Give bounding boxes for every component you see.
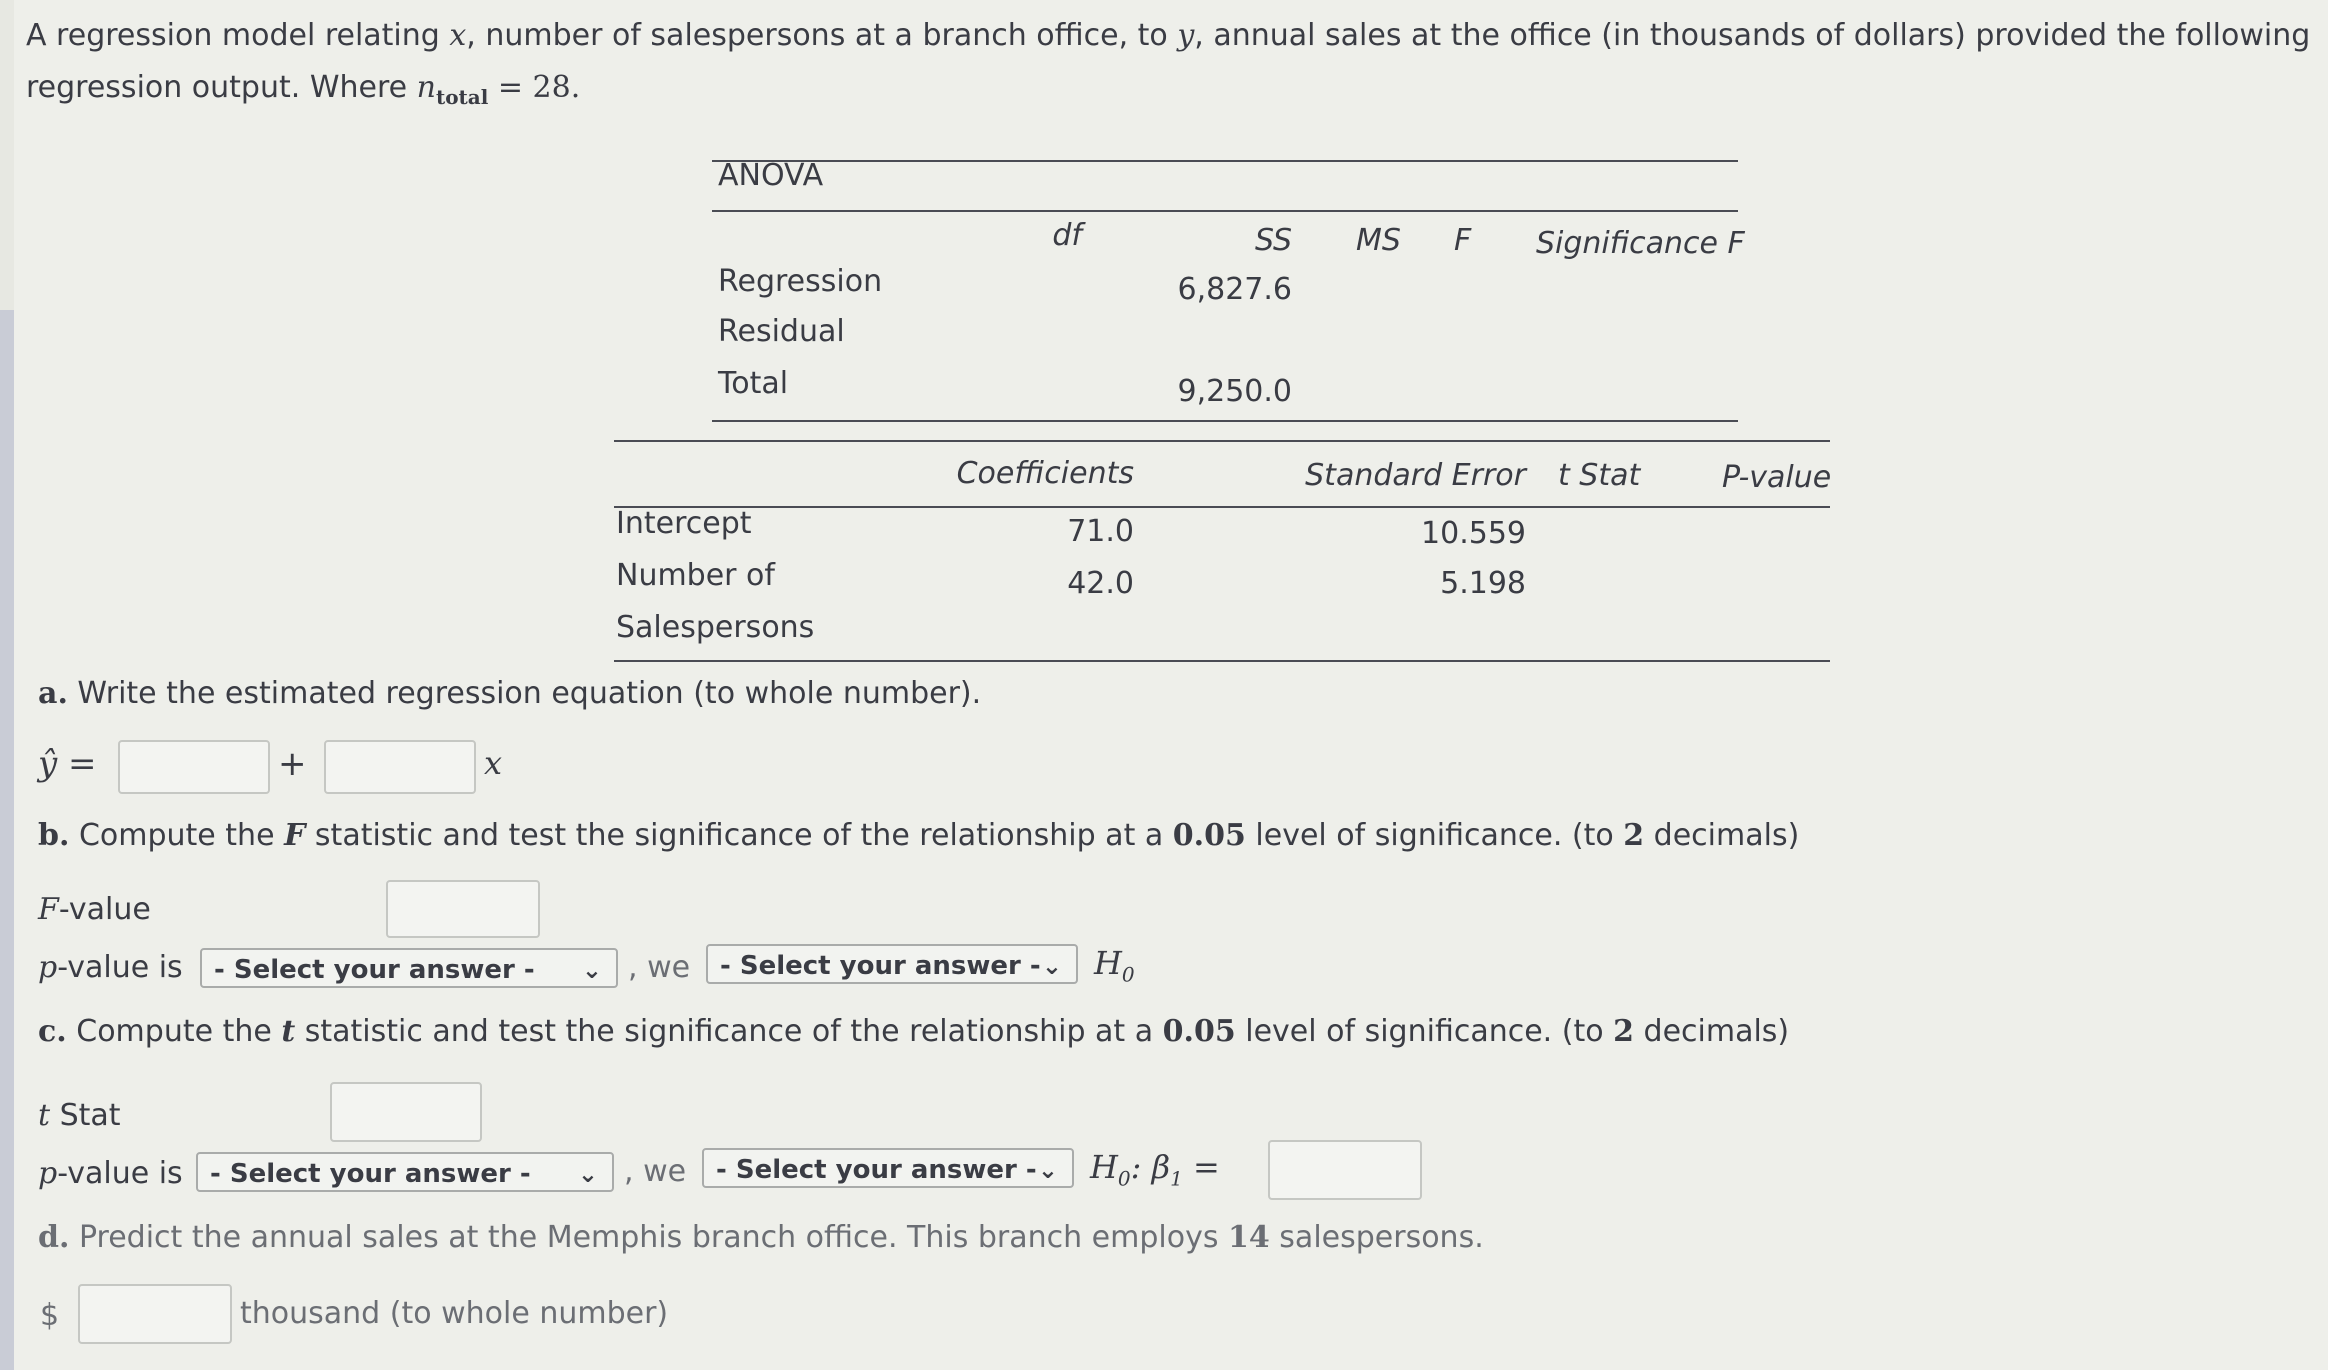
coef-row-intercept-se: 10.559 — [1421, 516, 1526, 551]
yhat-label: ŷ = — [38, 744, 97, 784]
chevron-down-icon: ⌄ — [1037, 1156, 1058, 1184]
predicted-sales-input[interactable] — [78, 1284, 232, 1344]
anova-header-df: df — [1052, 218, 1082, 253]
coef-bottom-rule — [614, 660, 1830, 662]
t-stat-label: t Stat — [38, 1098, 121, 1133]
anova-header-rule — [712, 210, 1738, 212]
anova-row-total-ss: 9,250.0 — [1177, 374, 1292, 409]
part-b-p-value-label: p-value is — [38, 950, 183, 985]
anova-header-f: F — [1454, 223, 1472, 258]
coef-header-rule — [614, 506, 1830, 508]
intercept-input[interactable] — [118, 740, 270, 794]
anova-title: ANOVA — [718, 158, 824, 193]
anova-header-ms: MS — [1356, 223, 1401, 258]
coef-row-intercept-label: Intercept — [616, 506, 752, 541]
coef-top-rule — [614, 440, 1830, 442]
question-intro — [26, 10, 2316, 123]
x-variable: x — [449, 18, 467, 53]
anova-row-regression-label: Regression — [718, 264, 883, 299]
part-a-prompt: a. Write the estimated regression equation (to whole number). — [38, 676, 982, 711]
anova-header-ss: SS — [1254, 223, 1292, 258]
part-b-h0-label: $H_0$ — [1094, 944, 1135, 987]
coef-row-salespersons-coef: 42.0 — [1067, 566, 1134, 601]
predicted-sales-unit: thousand (to whole number) — [240, 1296, 669, 1331]
part-c-p-value-select[interactable]: - Select your answer - ⌄ — [196, 1152, 614, 1192]
page-left-edge — [0, 310, 14, 1370]
y-variable: y — [1177, 18, 1195, 53]
part-c-p-value-label: p-value is — [38, 1156, 183, 1191]
chevron-down-icon: ⌄ — [581, 956, 602, 984]
part-c-we-label: , we — [624, 1154, 687, 1189]
part-b-prompt: b. Compute the F statistic and test the significance of the relationship at a 0.05 level of significance. (to 2 decimals) — [38, 818, 1800, 853]
coef-row-intercept-coef: 71.0 — [1067, 514, 1134, 549]
coef-header-coefficients: Coefficients — [956, 456, 1134, 491]
part-c-h0-label: $H_0$: $\beta_1$ = — [1090, 1148, 1220, 1191]
coef-row-salespersons-label-2: Salespersons — [616, 610, 815, 645]
currency-symbol: $ — [40, 1298, 60, 1333]
part-c-prompt: c. Compute the t statistic and test the significance of the relationship at a 0.05 level of significance. (to 2 decimals) — [38, 1014, 1790, 1049]
intro-line-2: regression output. Where $n_{total} = 28$. — [26, 70, 581, 109]
part-b-p-value-select[interactable]: - Select your answer - ⌄ — [200, 948, 618, 988]
x-symbol: x — [484, 744, 503, 782]
anova-bottom-rule — [712, 420, 1738, 422]
chevron-down-icon: ⌄ — [1041, 952, 1062, 980]
anova-row-regression-ss: 6,827.6 — [1177, 272, 1292, 307]
part-b-we-label: , we — [628, 950, 691, 985]
intro-line-1: A regression model relating x, number of salespersons at a branch office, to y, annual sales at the office (in thousands of dollars) provided the following — [26, 18, 2311, 53]
plus-sign: + — [278, 744, 307, 784]
part-b-decision-select[interactable]: - Select your answer - ⌄ — [706, 944, 1078, 984]
beta-value-input[interactable] — [1268, 1140, 1422, 1200]
coef-row-salespersons-label: Number of — [616, 558, 775, 593]
coef-row-salespersons-se: 5.198 — [1440, 566, 1526, 601]
part-c-decision-select[interactable]: - Select your answer - ⌄ — [702, 1148, 1074, 1188]
f-value-label: F-value — [38, 892, 151, 927]
t-stat-input[interactable] — [330, 1082, 482, 1142]
coef-header-standard-error: Standard Error — [1305, 458, 1526, 493]
f-value-input[interactable] — [386, 880, 540, 938]
coef-header-p-value: P-value — [1722, 460, 1832, 495]
anova-top-rule — [712, 160, 1738, 162]
anova-row-total-label: Total — [718, 366, 789, 401]
anova-row-residual-label: Residual — [718, 314, 845, 349]
coef-header-t-stat: t Stat — [1558, 458, 1641, 493]
slope-input[interactable] — [324, 740, 476, 794]
anova-header-significance-f: Significance F — [1536, 226, 1745, 261]
chevron-down-icon: ⌄ — [577, 1160, 598, 1188]
part-d-prompt: d. Predict the annual sales at the Memphis branch office. This branch employs 14 salespersons. — [38, 1220, 1484, 1255]
